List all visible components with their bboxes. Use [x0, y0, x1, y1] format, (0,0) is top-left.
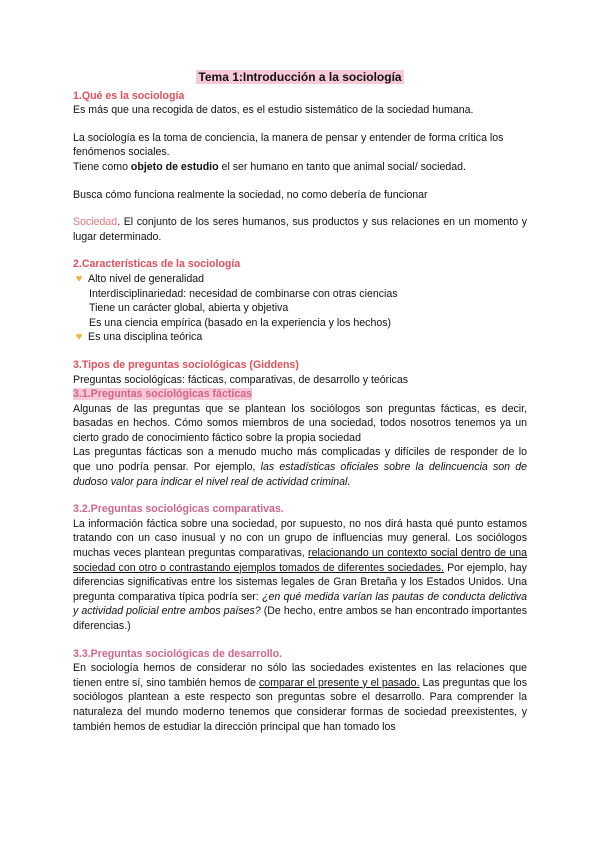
page-title: [73, 70, 527, 85]
para-3-pre: Tiene como: [73, 160, 131, 173]
para-2-italic: las estadísticas oficiales sobre la delincuencia son de dudoso valor para indicar el nivel real de actividad criminal.: [73, 461, 527, 488]
para-part-a: En sociología hemos de considerar no sólo las sociedades existentes en las relaciones que tienen entre sí, sino también hemos de: [73, 662, 527, 689]
para-3-bold: objeto de estudio: [130, 160, 219, 173]
heart-icon: ♥: [75, 272, 83, 285]
section-2-heading: 2.Características de la sociología: [73, 258, 241, 271]
para-italic-question: ¿en qué medida varían las pautas de conducta delictiva y actividad policial entre ambos países?: [73, 590, 527, 618]
title-text: Tema 1:Introducción a la sociología: [198, 70, 402, 84]
subsection-3-1-heading: [73, 387, 527, 402]
para-3-post: el ser humano en tanto que animal social/ sociedad.: [218, 160, 466, 173]
sub-item-1: Interdisciplinariedad: necesidad de combinarse con otras ciencias: [89, 287, 398, 300]
section-1-para-2: La sociología es la toma de conciencia, la manera de pensar y entender de forma crítica los fenómenos sociales.: [73, 131, 504, 159]
sociedad-term: Sociedad: [73, 216, 118, 229]
subsection-3-1-heading-text: 3.1.Preguntas sociológicas fácticas: [73, 388, 252, 401]
section-1-para-1: Es más que una recogida de datos, es el estudio sistemático de la sociedad humana.: [73, 104, 474, 117]
section-1-para-3: [73, 160, 527, 175]
characteristic-bullet-1: [73, 272, 527, 287]
section-1-heading: 1.Qué es la sociología: [73, 89, 185, 102]
para-part-a: La información fáctica sobre una sociedad, por supuesto, no nos dirá hasta qué punto estamos tratando con un caso inusual y no con un grupo de influencias muy general. Los sociólogos muchas veces plantean preguntas comparativas,: [73, 517, 527, 560]
para-part-b: Las preguntas que los sociólogos plantean a este respecto son preguntas sobre el desarrollo. Para comprender la naturaleza del mundo moderno tenemos que considerar formas de sociedad preexistentes, y también hemos de estudiar la dirección principal que han tomado los: [73, 676, 527, 733]
heart-icon: ♥: [75, 331, 83, 344]
para-underlined: relacionando un contexto social dentro de una sociedad con otro o contrastando ejemplos tomados de diferentes sociedades.: [73, 547, 527, 574]
section-3-heading: 3.Tipos de preguntas sociológicas (Giddens): [73, 358, 299, 371]
characteristic-bullet-2: [73, 330, 527, 345]
bullet-1-text: Alto nivel de generalidad: [88, 272, 205, 285]
document-body: [73, 70, 527, 734]
subsection-3-1-para-2: [73, 445, 527, 489]
subsection-3-1-para-1: Algunas de las preguntas que se plantean los sociólogos son preguntas fácticas, es decir, basadas en hechos. Cómo somos miembros de una sociedad, todos nosotros tenemos ya un cierto grado de conocimiento fáctico sobre la propia sociedad: [73, 402, 527, 444]
section-1-para-5: [73, 215, 527, 244]
para-part-c: (De hecho, entre ambos se han encontrado importantes diferencias.): [73, 605, 527, 632]
sub-item-3: Es una ciencia empírica (basado en la experiencia y los hechos): [89, 316, 392, 329]
bullet-2-text: Es una disciplina teórica: [88, 331, 203, 344]
para-underlined: comparar el presente y el pasado.: [259, 676, 420, 689]
section-1-para-4: Busca cómo funciona realmente la sociedad, no como debería de funcionar: [73, 188, 428, 201]
subsection-3-3-heading: 3.3.Preguntas sociológicas de desarrollo.: [73, 647, 283, 660]
subsection-3-3-para: [73, 661, 527, 734]
sociedad-definition: . El conjunto de los seres humanos, sus productos y sus relaciones en un momento y lugar determinado.: [73, 216, 527, 243]
subsection-3-2-heading: 3.2.Preguntas sociológicas comparativas.: [73, 503, 284, 516]
subsection-3-2-para: [73, 517, 527, 634]
para-part-b: Por ejemplo, hay diferencias significativas entre los sistemas legales de Gran Bretaña y los Estados Unidos. Una pregunta comparativa típica podría ser:: [73, 561, 527, 603]
section-3-intro: Preguntas sociológicas: fácticas, comparativas, de desarrollo y teóricas: [73, 373, 409, 386]
para-2-pre: Las preguntas fácticas son a menudo mucho más complicadas y difíciles de responder de lo que uno podría pensar. Por ejemplo,: [73, 446, 527, 474]
sub-item-2: Tiene un carácter global, abierta y objetiva: [89, 302, 289, 315]
